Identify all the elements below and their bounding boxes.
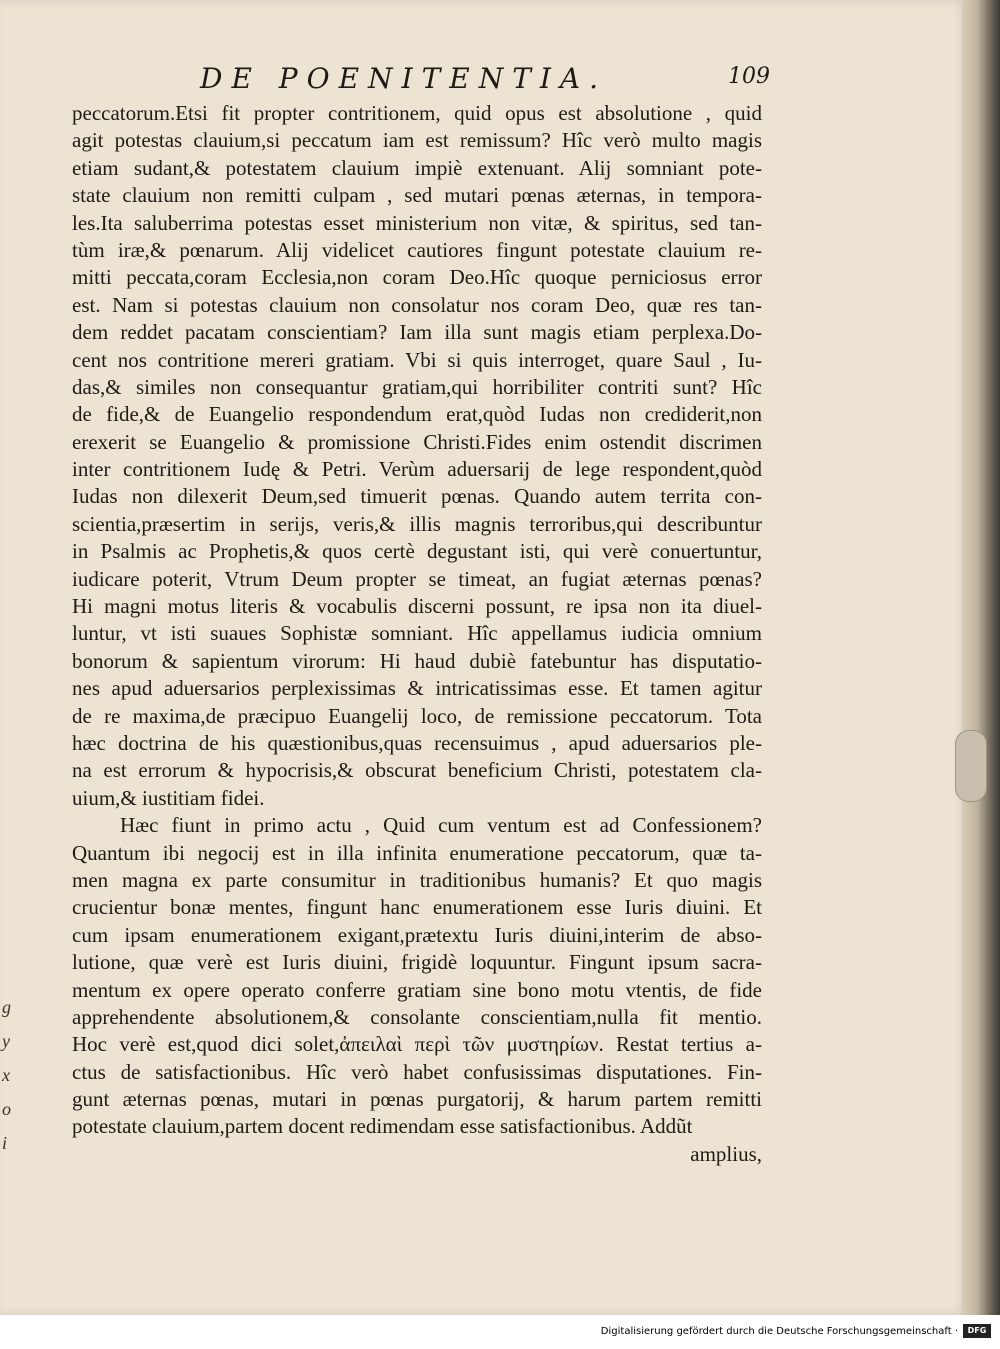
text-line: Quantum ibi negocij est in illa infinita enumeratione peccatorum, quæ ta-	[72, 840, 762, 865]
text-line: Hoc verè est,quod dici solet,ἀπειλαὶ περὶ τῶν μυστηρίων. Restat tertius a-	[72, 1032, 762, 1057]
text-line: in Psalmis ac Prophetis,& quos certè degustant isti, qui verè conuertuntur,	[72, 539, 762, 564]
text-line: na est errorum & hypocrisis,& obscurat beneficium Christi, potestatem cla-	[72, 758, 762, 783]
text-line: ctus de satisfactionibus. Hîc verò habet confusissimas disputationes. Fin-	[72, 1059, 762, 1084]
page-number: 109	[728, 64, 770, 89]
text-line: de re maxima,de præcipuo Euangelij loco, de remissione peccatorum. Tota	[72, 703, 762, 728]
text-line: est. Nam si potestas clauium non consolatur nos coram Deo, quæ res tan-	[72, 292, 762, 317]
running-head: DE POENITENTIA.	[200, 62, 608, 95]
text-line: Hæc fiunt in primo actu , Quid cum ventum est ad Confessionem?	[120, 813, 762, 838]
text-line: cum ipsam enumerationem exigant,prætextu Iuris diuini,interim de abso-	[72, 922, 762, 947]
margin-glyph: g	[2, 997, 11, 1017]
text-line: Hi magni motus literis & vocabulis discerni possunt, re ipsa non ita diuel-	[72, 594, 762, 619]
margin-glyph: x	[2, 1065, 10, 1085]
text-line: das,& similes non consequantur gratiam,qui horribiliter contriti sunt? Hîc	[72, 374, 762, 399]
margin-notes	[2, 990, 16, 1160]
text-line: gunt æternas pœnas, mutari in pœnas purgatorij, & harum partem remitti	[72, 1087, 762, 1112]
text-line: scientia,præsertim in serijs, veris,& illis magnis terroribus,qui describuntur	[72, 511, 762, 536]
text-line: men magna ex parte consumitur in traditionibus humanis? Et quo magis	[72, 867, 762, 892]
text-line: etiam sudant,& potestatem clauium impiè extenuant. Alij somniant pote-	[72, 155, 762, 180]
text-line: iudicare poterit, Vtrum Deum propter se timeat, an fugiat æternas pœnas?	[72, 566, 762, 591]
text-line: lutione, quæ verè est Iuris diuini, frigidè loquuntur. Fingunt ipsum sacra-	[72, 950, 762, 975]
text-line: mentum ex opere operato conferre gratiam sine bono motu vtentis, de fide	[72, 977, 762, 1002]
margin-glyph: i	[2, 1133, 8, 1153]
text-line: state clauium non remitti culpam , sed mutari pœnas æternas, in tempora-	[72, 183, 762, 208]
text-line: luntur, vt isti suaues Sophistæ somniant. Hîc appellamus iudicia omnium	[72, 621, 762, 646]
text-line: tùm iræ,& pœnarum. Alij videlicet cautiores fingunt potestate clauium re-	[72, 237, 762, 262]
text-line: apprehendente absolutionem,& consolante conscientiam,nulla fit mentio.	[72, 1004, 762, 1029]
text-line: cent nos contritione mereri gratiam. Vbi si quis interroget, quare Saul , Iu-	[72, 347, 762, 372]
text-line: amplius,	[690, 1141, 762, 1166]
text-line: les.Ita saluberrima potestas esset ministerium non vitæ, & spiritus, sed tan-	[72, 210, 762, 235]
text-line: dem reddet pacatam conscientiam? Iam illa sunt magis etiam perplexa.Do-	[72, 320, 762, 345]
text-line: erexerit se Euangelio & promissione Christi.Fides enim ostendit discrimen	[72, 429, 762, 454]
text-line: peccatorum.Etsi fit propter contritionem, quid opus est absolutione , quid	[72, 101, 762, 125]
page-tab	[955, 730, 987, 802]
text-line: de fide,& de Euangelio respondendum erat,quòd Iudas non crediderit,non	[72, 402, 762, 427]
body-text	[72, 100, 762, 1168]
text-line: crucientur bonæ mentes, fingunt hanc enumerationem esse Iuris diuini. Et	[72, 895, 762, 920]
margin-glyph: o	[2, 1099, 11, 1119]
text-line: uium,& iustitiam fidei.	[72, 785, 265, 810]
text-line: bonorum & sapientum virorum: Hi haud dubiè fatebuntur has disputatio-	[72, 648, 762, 673]
text-line: mitti peccata,coram Ecclesia,non coram Deo.Hîc quoque perniciosus error	[72, 265, 762, 290]
page-edge	[962, 0, 1000, 1315]
text-line: nes apud aduersarios perplexissimas & intricatissimas esse. Et tamen agitur	[72, 676, 762, 701]
text-line: hæc doctrina de his quæstionibus,quas recensuimus , apud aduersarios ple-	[72, 730, 762, 755]
margin-glyph: y	[2, 1031, 10, 1051]
text-line: potestate clauium,partem docent redimendam esse satisfactionibus. Addũt	[72, 1114, 693, 1139]
text-line: inter contritionem Iudę & Petri. Verùm aduersarij de lege respondent,quòd	[72, 457, 762, 482]
dfg-logo: DFG	[963, 1324, 991, 1338]
text-line: agit potestas clauium,si peccatum iam est remissum? Hîc verò multo magis	[72, 128, 762, 153]
digitization-credit: Digitalisierung gefördert durch die Deutsche Forschungsgemeinschaft ·	[600, 1326, 958, 1337]
text-line: Iudas non dilexerit Deum,sed timuerit pœnas. Quando autem territa con-	[72, 484, 762, 509]
